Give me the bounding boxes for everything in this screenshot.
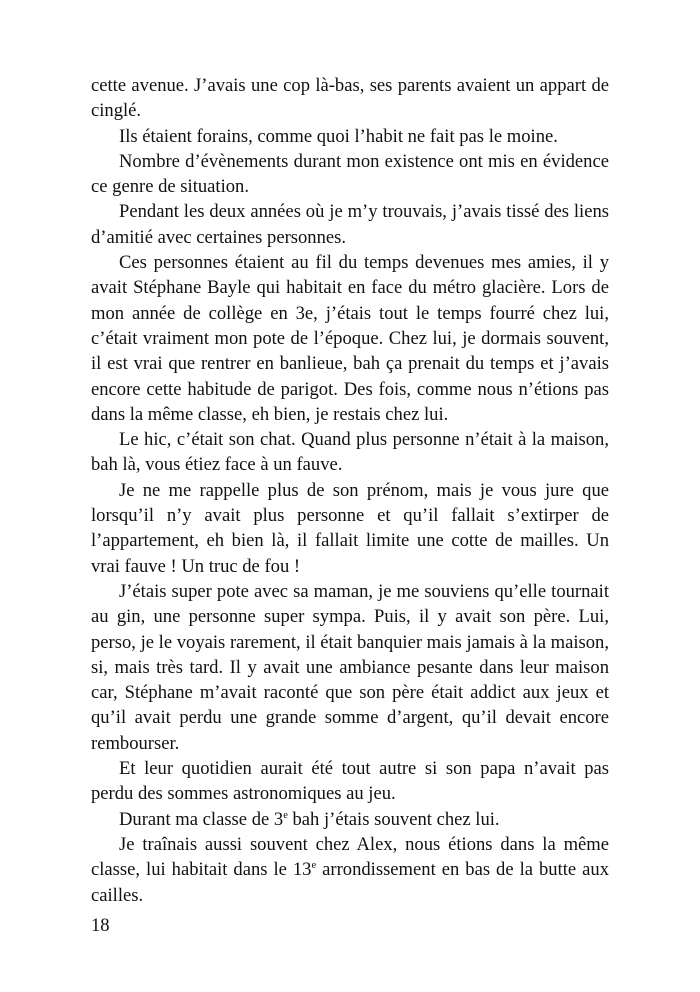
paragraph: Ils étaient forains, comme quoi l’habit ne fait pas le moine. <box>119 125 558 147</box>
superscript: e <box>311 860 317 872</box>
paragraph: J’étais super pote avec sa maman, je me souviens qu’elle tournait au gin, une personne super sympa. Puis, il y avait son père. Lui, perso, je le voyais rarement, il était banquier mais jamais à la maison, si, mais très tard. Il y avait une ambiance pesante dans leur maison car, Stéphane m’avait raconté que son père était addict aux jeux et qu’il avait perdu une grande somme d’argent, qu’il devait encore rembourser. <box>91 580 609 754</box>
paragraph: Le hic, c’était son chat. Quand plus personne n’était à la maison, bah là, vous étiez face à un fauve. <box>91 429 609 476</box>
paragraph: cette avenue. J’avais une cop là-bas, ses parents avaient un appart de cinglé. <box>91 75 609 122</box>
paragraph: Pendant les deux années où je m’y trouvais, j’avais tissé des liens d’amitié avec certaines personnes. <box>91 201 609 248</box>
paragraph-text: bah j’étais souvent chez lui. <box>287 808 500 830</box>
page-number: 18 <box>91 915 110 936</box>
paragraph-text: arrondissement en bas de la butte aux cailles. <box>91 859 609 906</box>
paragraph: Nombre d’évènements durant mon existence ont mis en évidence ce genre de situation. <box>91 150 609 198</box>
paragraph: Je ne me rappelle plus de son prénom, mais je vous jure que lorsqu’il n’y avait plus personne et qu’il fallait s’extirper de l’appartement, eh bien là, il fallait limite une cotte de mailles. Un vrai fauve ! Un truc de fou ! <box>91 479 609 577</box>
body-text <box>91 73 609 908</box>
paragraph <box>91 832 609 908</box>
paragraph-text: Je traînais aussi souvent chez Alex, nous étions dans la même classe, lui habitait dans le 13 <box>91 833 609 881</box>
superscript: e <box>283 809 288 821</box>
paragraph: Ces personnes étaient au fil du temps devenues mes amies, il y avait Stéphane Bayle qui habitait en face du métro glacière. Lors de mon année de collège en 3e, j’étais tout le temps fourré chez lui, c’était vraiment mon pote de l’époque. Chez lui, je dormais souvent, il est vrai que rentrer en banlieue, bah ça prenait du temps et j’avais encore cette habitude de parigot. Des fois, comme nous n’étions pas dans la même classe, eh bien, je restais chez lui. <box>91 252 609 425</box>
paragraph <box>91 807 609 832</box>
paragraph-text: Durant ma classe de 3 <box>119 808 284 830</box>
paragraph: Et leur quotidien aurait été tout autre si son papa n’avait pas perdu des sommes astronomiques au jeu. <box>91 758 609 805</box>
